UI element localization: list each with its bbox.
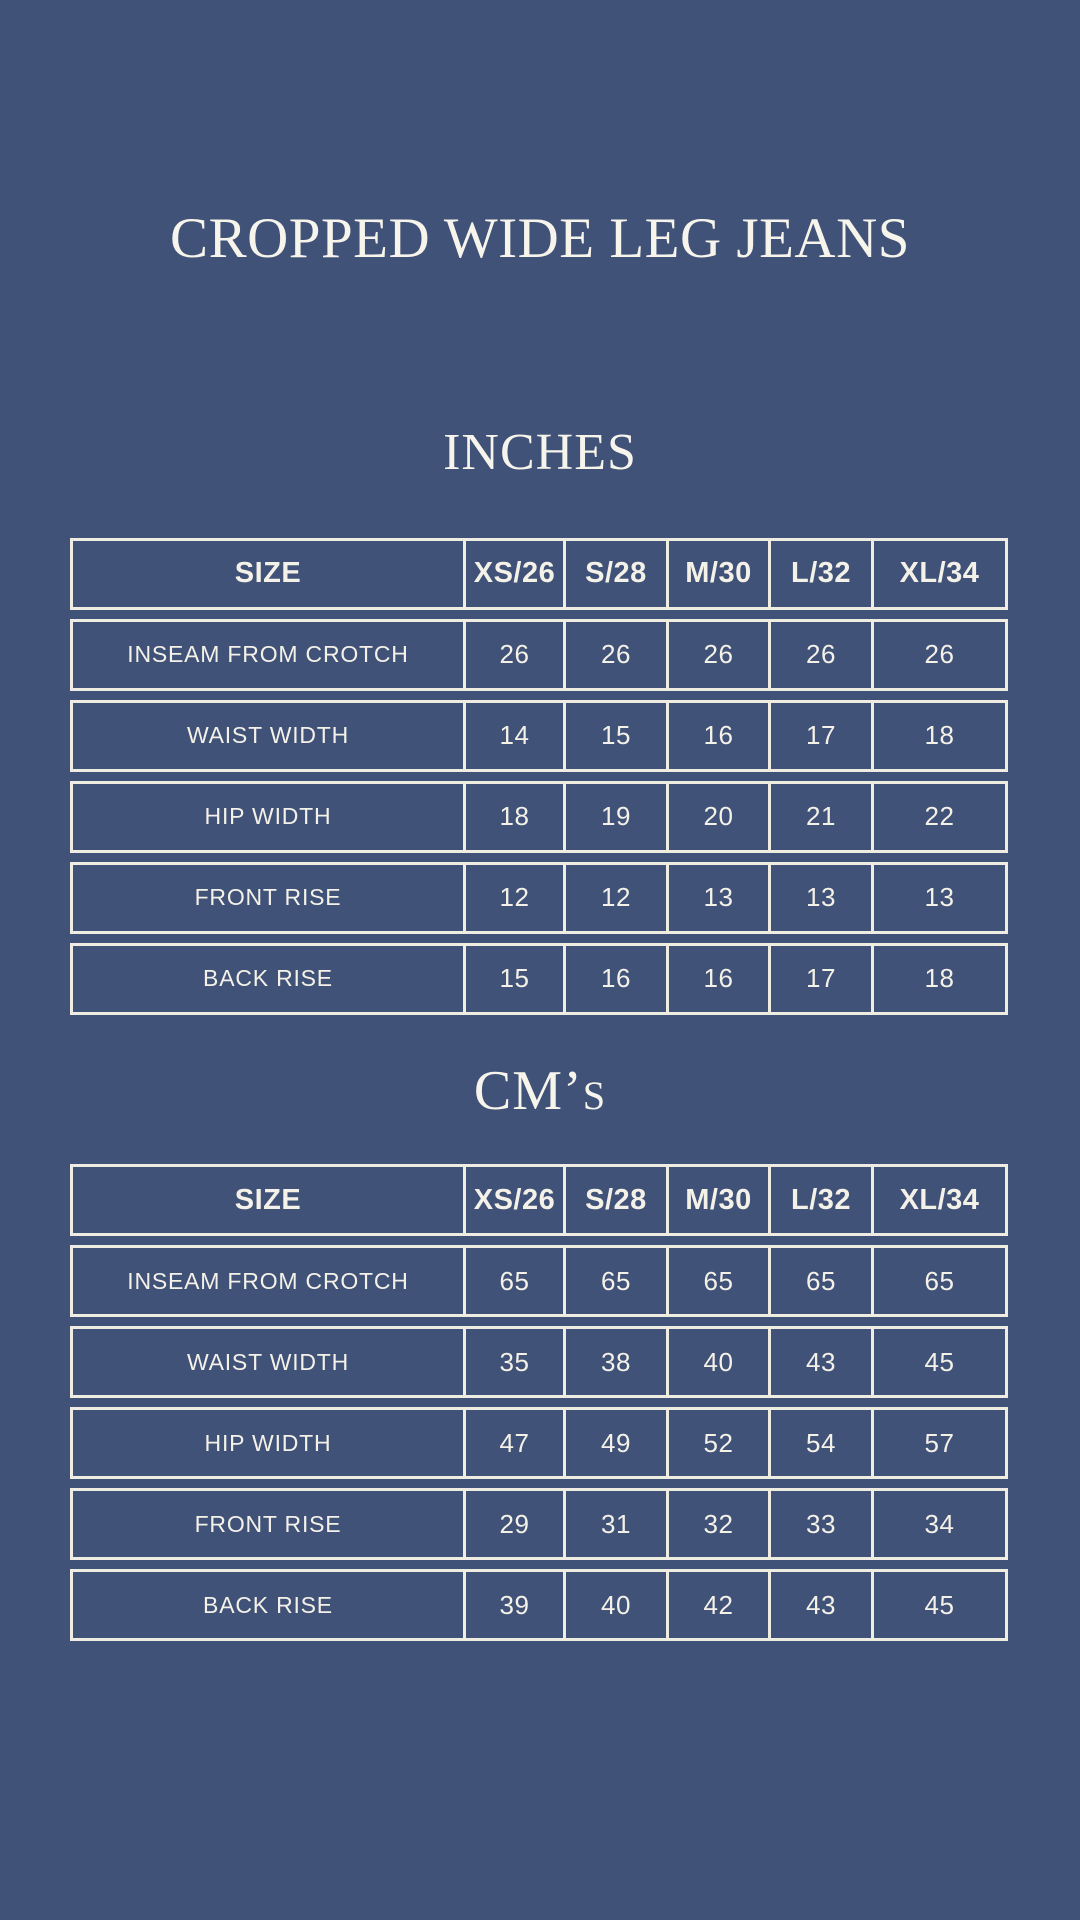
size-value: 65 (666, 1248, 768, 1314)
size-value: 26 (563, 622, 666, 688)
table-row (70, 943, 1008, 1015)
table-header-row (70, 538, 1008, 610)
size-value: 16 (563, 946, 666, 1012)
size-value: 12 (563, 865, 666, 931)
size-value: 43 (768, 1572, 871, 1638)
size-value: 38 (563, 1329, 666, 1395)
size-value: 32 (666, 1491, 768, 1557)
column-header: XL/34 (871, 1167, 1005, 1233)
size-value: 40 (563, 1572, 666, 1638)
inches-section (0, 424, 1080, 1015)
table-header-row (70, 1164, 1008, 1236)
row-label: HIP WIDTH (204, 1429, 332, 1456)
row-label: FRONT RISE (194, 884, 342, 911)
size-value: 54 (768, 1410, 871, 1476)
size-value: 39 (463, 1572, 563, 1638)
size-value: 42 (666, 1572, 768, 1638)
size-value: 65 (768, 1248, 871, 1314)
column-header: M/30 (666, 541, 768, 607)
row-label: WAIST WIDTH (186, 722, 350, 749)
size-value: 49 (563, 1410, 666, 1476)
column-header: SIZE (234, 1183, 302, 1216)
size-value: 33 (768, 1491, 871, 1557)
size-value: 65 (463, 1248, 563, 1314)
size-value: 17 (768, 946, 871, 1012)
inches-size-table (70, 538, 1008, 1015)
column-header: XS/26 (463, 1167, 563, 1233)
size-value: 16 (666, 703, 768, 769)
size-value: 16 (666, 946, 768, 1012)
size-value: 31 (563, 1491, 666, 1557)
size-value: 65 (871, 1248, 1005, 1314)
size-value: 15 (463, 946, 563, 1012)
size-value: 20 (666, 784, 768, 850)
table-row (70, 1326, 1008, 1398)
size-value: 40 (666, 1329, 768, 1395)
size-value: 17 (768, 703, 871, 769)
table-row (70, 781, 1008, 853)
size-value: 26 (871, 622, 1005, 688)
size-value: 18 (871, 946, 1005, 1012)
row-label: INSEAM FROM CROTCH (127, 641, 409, 668)
column-header: XS/26 (463, 541, 563, 607)
column-header: S/28 (563, 541, 666, 607)
size-value: 13 (666, 865, 768, 931)
size-value: 57 (871, 1410, 1005, 1476)
size-value: 43 (768, 1329, 871, 1395)
cm-section (0, 1061, 1080, 1642)
size-value: 22 (871, 784, 1005, 850)
row-label: BACK RISE (203, 1591, 333, 1618)
size-value: 29 (463, 1491, 563, 1557)
size-value: 45 (871, 1572, 1005, 1638)
size-value: 45 (871, 1329, 1005, 1395)
size-value: 26 (768, 622, 871, 688)
inches-heading: INCHES (443, 423, 637, 481)
size-value: 18 (871, 703, 1005, 769)
size-value: 52 (666, 1410, 768, 1476)
size-value: 34 (871, 1491, 1005, 1557)
size-value: 15 (563, 703, 666, 769)
row-label: INSEAM FROM CROTCH (127, 1267, 409, 1294)
table-row (70, 1488, 1008, 1560)
size-value: 65 (563, 1248, 666, 1314)
size-value: 18 (463, 784, 563, 850)
size-value: 21 (768, 784, 871, 850)
column-header: XL/34 (871, 541, 1005, 607)
size-value: 26 (463, 622, 563, 688)
table-row (70, 619, 1008, 691)
page-title: CROPPED WIDE LEG JEANS (170, 207, 910, 270)
size-value: 14 (463, 703, 563, 769)
row-label: FRONT RISE (194, 1510, 342, 1537)
column-header: L/32 (768, 1167, 871, 1233)
row-label: HIP WIDTH (204, 803, 332, 830)
table-row (70, 1245, 1008, 1317)
size-value: 26 (666, 622, 768, 688)
table-row (70, 1407, 1008, 1479)
table-row (70, 862, 1008, 934)
column-header: SIZE (234, 557, 302, 590)
column-header: S/28 (563, 1167, 666, 1233)
row-label: WAIST WIDTH (186, 1348, 350, 1375)
table-row (70, 1569, 1008, 1641)
column-header: M/30 (666, 1167, 768, 1233)
cm-heading: CM’S (473, 1059, 607, 1122)
column-header: L/32 (768, 541, 871, 607)
cm-size-table (70, 1164, 1008, 1641)
size-value: 13 (768, 865, 871, 931)
size-value: 13 (871, 865, 1005, 931)
size-value: 47 (463, 1410, 563, 1476)
size-value: 12 (463, 865, 563, 931)
row-label: BACK RISE (203, 965, 333, 992)
size-value: 35 (463, 1329, 563, 1395)
table-row (70, 700, 1008, 772)
size-value: 19 (563, 784, 666, 850)
